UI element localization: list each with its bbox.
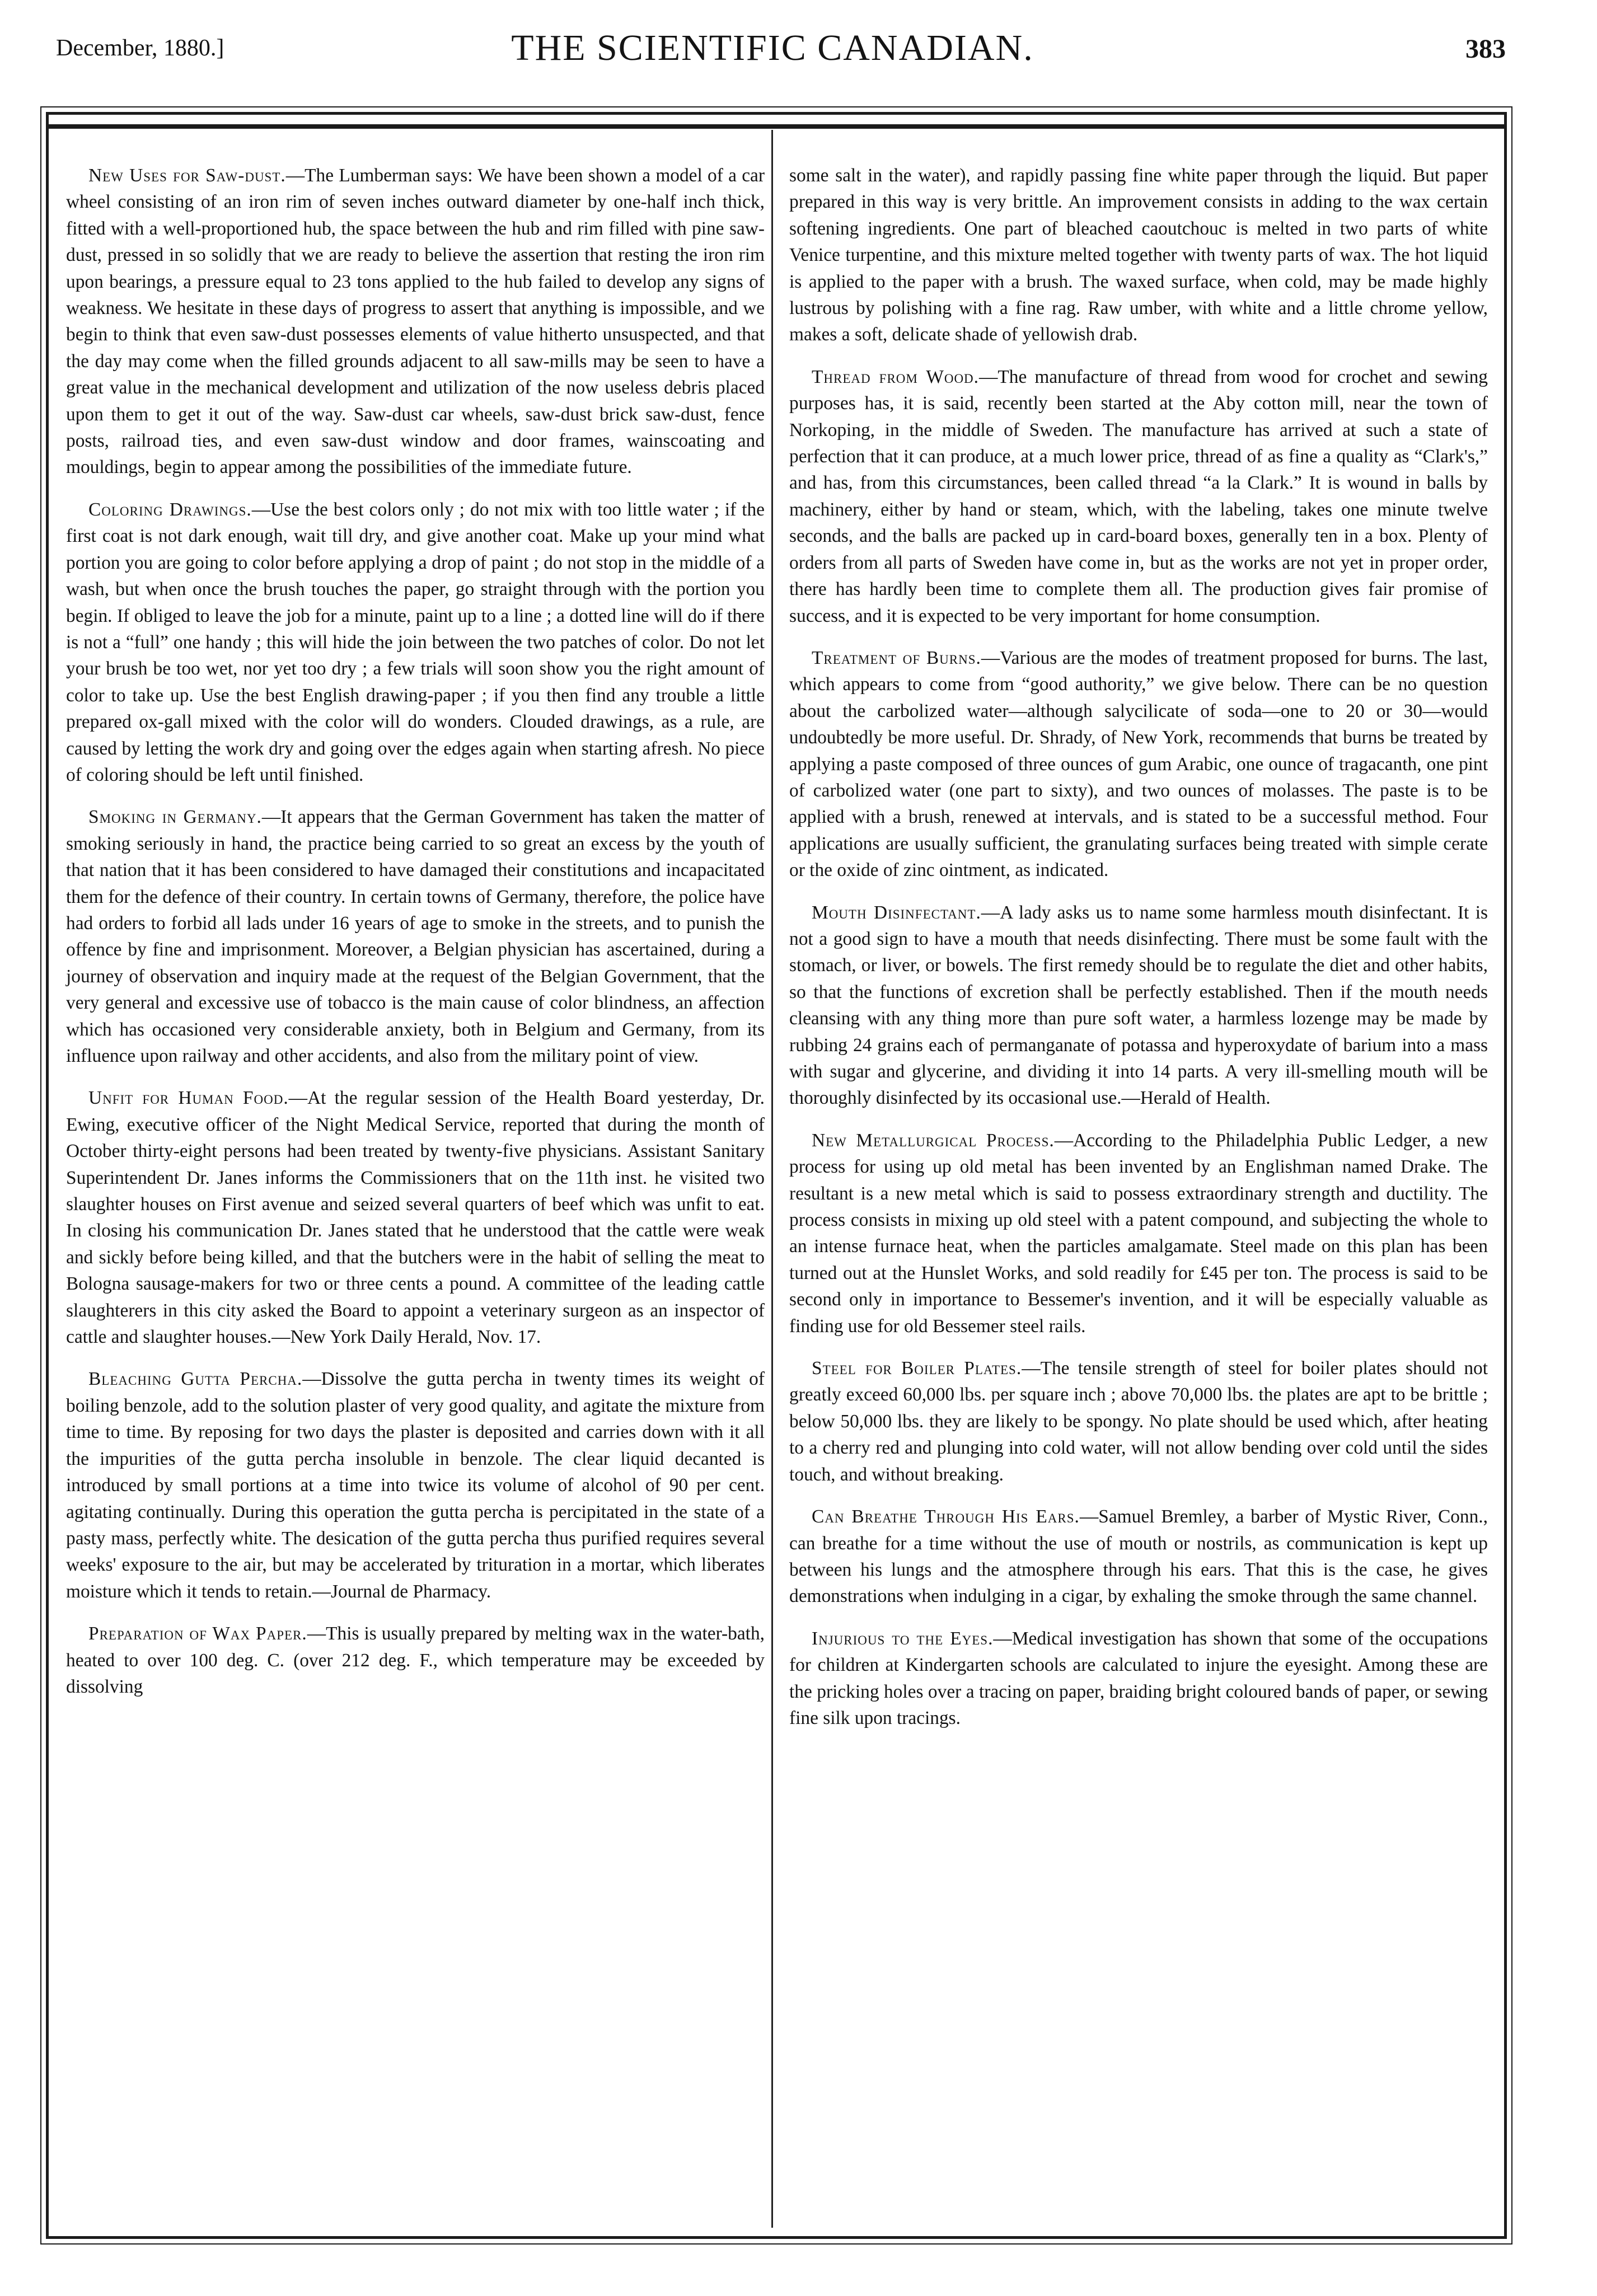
article-paragraph <box>66 162 765 481</box>
article-heading: Treatment of Burns. <box>812 647 981 668</box>
article-heading: Thread from Wood. <box>812 366 980 387</box>
article-body: —Use the best colors only ; do not mix with too little water ; if the first coat is not dark enough, wait till dry, and give another coat. Make up your mind what portion you are going to color before applying a drop of paint ; do not stop in the middle of a wash, but when once the brush touches the paper, go straight through with the portion you begin. If obliged to leave the job for a minute, paint up to a line ; a dotted line will do if there is not a “full” one handy ; this will hide the join between the two patches of color. Do not let your brush be too wet, nor yet too dry ; a few trials will soon show you the right amount of color to take up. Use the best English drawing-paper ; if you then find any trouble a little prepared ox-gall mixed with the color will do wonders. Clouded drawings, as a rule, are caused by letting the work dry and going over the edges again when starting afresh. No piece of coloring should be left until finished. <box>66 499 765 785</box>
article-heading: Mouth Disinfectant. <box>812 902 981 923</box>
article-paragraph <box>789 162 1488 348</box>
article-paragraph <box>66 496 765 788</box>
article-heading: Bleaching Gutta Percha. <box>88 1369 303 1390</box>
article-body: —The tensile strength of steel for boiler plates should not greatly exceed 60,000 lbs. per square inch ; above 70,000 lbs. the plates are apt to be brittle ; below 50,000 lbs. they are likely to be spongy. No plate should be used which, after heating to a cherry red and plunging into cold water, will not allow bending over cold until the sides touch, and without breaking. <box>789 1358 1488 1485</box>
page-number: 383 <box>1465 34 1506 64</box>
article-body: —It appears that the German Government has taken the matter of smoking seriously in hand, the practice being carried to so great an excess by the youth of that nation that it has been considered to have damaged their constitutions and incapacitated them for the defence of their country. In certain towns of Germany, therefore, the police have had orders to forbid all lads under 16 years of age to smoke in the streets, and to punish the offence by fine and imprisonment. Moreover, a Belgian physician has ascertained, during a journey of observation and inquiry made at the request of the Belgian Government, that the very general and excessive use of tobacco is the main cause of color blindness, an affection which has occasioned very considerable anxiety, both in Belgium and Germany, from its influence upon railway and other accidents, and also from the military point of view. <box>66 807 765 1066</box>
article-body: —A lady asks us to name some harmless mouth disinfectant. It is not a good sign to have a mouth that needs disinfecting. There must be some fault with the stomach, or liver, or bowels. The first remedy should be to regulate the diet and other habits, so that the functions of excretion shall be perfectly established. Then if the mouth needs cleansing with any thing more than pure soft water, a harmless lozenge may be made by rubbing 24 grains each of permanganate of potassa and hyperoxydate of barium into a mass with sugar and glycerine, and dividing it into 14 parts. A very ill-smelling mouth will be thoroughly disinfected by its occasional use.—Herald of Health. <box>789 902 1488 1109</box>
issue-date: December, 1880.] <box>56 35 224 61</box>
article-heading: New Metallurgical Process. <box>812 1130 1055 1151</box>
article-heading: New Uses for Saw-dust. <box>88 165 286 186</box>
top-rule <box>46 124 1507 129</box>
article-body: —Dissolve the gutta percha in twenty times its weight of boiling benzole, add to the solution plaster of very good quality, and agitate the mixture from time to time. By reposing for two days the plaster is deposited and carries down with it all the impurities of the gutta percha insoluble in benzole. The clear liquid decanted is introduced by small portions at a time into twice its volume of alcohol of 90 per cent. agitating continually. During this operation the gutta percha is percipitated in the state of a pasty mass, perfectly white. The desication of the gutta percha thus purified requires several weeks' exposure to the air, but may be accelerated by trituration in a mortar, which liberates moisture which it tends to retain.—Journal de Pharmacy. <box>66 1369 765 1602</box>
journal-title: THE SCIENTIFIC CANADIAN. <box>511 27 1034 68</box>
article-heading: Unfit for Human Food. <box>88 1088 289 1109</box>
right-column <box>789 162 1488 1747</box>
article-paragraph <box>789 645 1488 884</box>
article-body: —The manufacture of thread from wood for crochet and sewing purposes has, it is said, recently been started at the Aby cotton mill, near the town of Norkoping, in the middle of Sweden. The manufacture has arrived at such a state of perfection that it can produce, at a much lower price, thread of as fine a quality as “Clark's,” and has, from this circumstances, been called thread “a la Clark.” It is wound in balls by machinery, either by hand or steam, which, with the labeling, takes one minute twelve seconds, and the balls are packed up in card-board boxes, generally ten in a box. Plenty of orders from all parts of Sweden have come in, but as the works are not yet in proper order, there has hardly been time to complete them all. The production gives fair promise of success, and it is expected to be very important for home consumption. <box>789 366 1488 626</box>
article-body: —Medical investigation has shown that some of the occupations for children at Kindergarten schools are calculated to injure the eyesight. Among these are the pricking holes over a tracing on paper, braiding bright coloured bands of paper, or sewing fine silk upon tracings. <box>789 1628 1488 1728</box>
article-paragraph <box>789 1355 1488 1488</box>
article-paragraph <box>66 1620 765 1700</box>
article-heading: Can Breathe Through His Ears. <box>812 1506 1080 1527</box>
article-paragraph <box>789 1127 1488 1339</box>
article-paragraph <box>789 1625 1488 1732</box>
article-heading: Steel for Boiler Plates. <box>812 1358 1022 1379</box>
article-paragraph <box>789 364 1488 629</box>
article-body: —This is usually prepared by melting wax in the water-bath, heated to over 100 deg. C. (over 212 deg. F., which temperature may be exceeded by dissolving <box>66 1623 765 1697</box>
article-paragraph <box>789 1503 1488 1610</box>
article-heading: Coloring Drawings. <box>88 499 252 520</box>
article-body: —According to the Philadelphia Public Ledger, a new process for using up old metal has been invented by an Englishman named Drake. The resultant is a new metal which is said to possess extraordinary strength and ductility. The process consists in mixing up old steel with a patent compound, and subjecting the whole to an intense furnace heat, when the particles amalgamate. Steel made on this plan has been turned out at the Hunslet Works, and sold readily for £45 per ton. The process is said to be second only in importance to Bessemer's invention, and it will be especially valuable as finding use for old Bessemer steel rails. <box>789 1130 1488 1337</box>
article-body: some salt in the water), and rapidly passing fine white paper through the liquid. But paper prepared in this way is very brittle. An improvement consists in adding to the wax certain softening ingredients. One part of bleached caoutchouc is melted in two parts of white Venice turpentine, and this mixture melted together with twenty parts of wax. The hot liquid is applied to the paper with a brush. The waxed surface, when cold, may be made highly lustrous by polishing with a fine rag. Raw umber, with white and a little chrome yellow, makes a soft, delicate shade of yellowish drab. <box>789 165 1488 345</box>
article-body: —The Lumberman says: We have been shown a model of a car wheel consisting of an iron rim of seven inches outward diameter by one-half inch thick, fitted with a well-proportioned hub, the space between the hub and rim filled with pine saw-dust, pressed in so solidly that we are ready to believe the assertion that resting the iron rim upon bearings, a pressure equal to 23 tons applied to the hub failed to develop any signs of weakness. We hesitate in these days of progress to assert that anything is impossible, and we begin to think that even saw-dust possesses elements of value hitherto unsuspected, and that the day may come when the filled grounds adjacent to all saw-mills may be seen to have a great value in the mechanical development and utilization of the now useless debris placed upon them to get it out of the way. Saw-dust car wheels, saw-dust brick saw-dust, fence posts, railroad ties, and even saw-dust window and door frames, wainscoating and mouldings, begin to appear among the possibilities of the immediate future. <box>66 165 765 478</box>
page-header <box>56 27 1506 83</box>
article-heading: Smoking in Germany. <box>88 807 262 828</box>
column-divider <box>771 130 773 2228</box>
article-paragraph <box>66 1366 765 1605</box>
article-heading: Injurious to the Eyes. <box>812 1628 994 1649</box>
article-paragraph <box>66 804 765 1069</box>
article-paragraph <box>66 1085 765 1350</box>
article-heading: Preparation of Wax Paper. <box>88 1623 307 1644</box>
left-column <box>66 162 765 1716</box>
article-body: —At the regular session of the Health Board yesterday, Dr. Ewing, executive officer of the Night Medical Service, reported that during the month of October thirty-eight persons had been treated by twenty-five physicians. Assistant Sanitary Superintendent Dr. Janes informs the Commissioners that on the 11th inst. he visited two slaughter houses on First avenue and seized several quarters of beef which was unfit to eat. In closing his communication Dr. Janes stated that he understood that the cattle were weak and sickly before being killed, and that the butchers were in the habit of selling the meat to Bologna sausage-makers for two or three cents a pound. A committee of the leading cattle slaughterers in this city asked the Board to appoint a veterinary surgeon as an inspector of cattle and slaughter houses.—New York Daily Herald, Nov. 17. <box>66 1088 765 1348</box>
article-paragraph <box>789 899 1488 1112</box>
article-body: —Samuel Bremley, a barber of Mystic River, Conn., can breathe for a time without the use of mouth or nostrils, as communication is kept up between his lungs and the atmosphere through his ears. That this is the case, he gives demonstrations when indulging in a cigar, by exhaling the smoke through the same channel. <box>789 1506 1488 1607</box>
article-body: —Various are the modes of treatment proposed for burns. The last, which appears to come from “good authority,” we give below. There can be no question about the carbolized water—although salycilicate of soda—one to 20 or 30—would undoubtedly be more useful. Dr. Shrady, of New York, recommends that burns be treated by applying a paste composed of three ounces of gum Arabic, one ounce of tragacanth, one pint of carbolized water (one part to sixty), and two ounces of molasses. The paste is to be applied with a brush, renewed at intervals, and is stated to be a successful method. Four applications are usually sufficient, the granulating surfaces being treated with simple cerate or the oxide of zinc ointment, as indicated. <box>789 647 1488 881</box>
